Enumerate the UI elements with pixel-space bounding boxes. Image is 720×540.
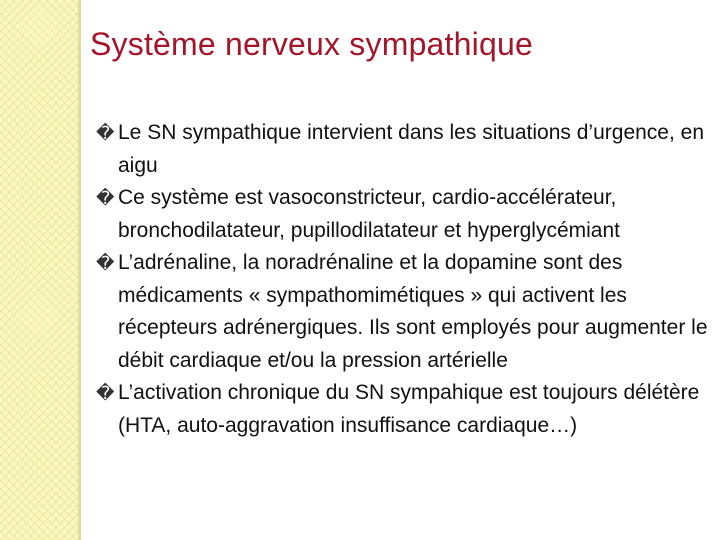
bullet-text: L’activation chronique du SN sympahique est toujours délétère (HTA, auto-aggravation insuffisance cardiaque…) (118, 381, 700, 437)
bullet-list (96, 117, 708, 442)
side-band-edge (78, 0, 81, 540)
bullet-marker-icon: � (96, 123, 115, 143)
bullet-text: L’adrénaline, la noradrénaline et la dopamine sont des médicaments « sympathomimétiques » qui activent les récepteurs adrénergiques. Ils sont employés pour augmenter le débit cardiaque et/ou la pression artérielle (118, 251, 708, 372)
slide-title: Système nerveux sympathique (90, 26, 533, 62)
bullet-marker-icon: � (96, 188, 115, 208)
bullet-item (96, 182, 708, 247)
bullet-text: Le SN sympathique intervient dans les situations d’urgence, en aigu (118, 121, 705, 177)
bullet-marker-icon: � (96, 383, 115, 403)
bullet-text: Ce système est vasoconstricteur, cardio-accélérateur, bronchodilatateur, pupillodilatateur et hyperglycémiant (118, 186, 620, 242)
bullet-item (96, 117, 708, 182)
bullet-marker-icon: � (96, 253, 115, 273)
decorative-side-band (0, 0, 78, 540)
bullet-item (96, 247, 708, 377)
bullet-item (96, 377, 708, 442)
